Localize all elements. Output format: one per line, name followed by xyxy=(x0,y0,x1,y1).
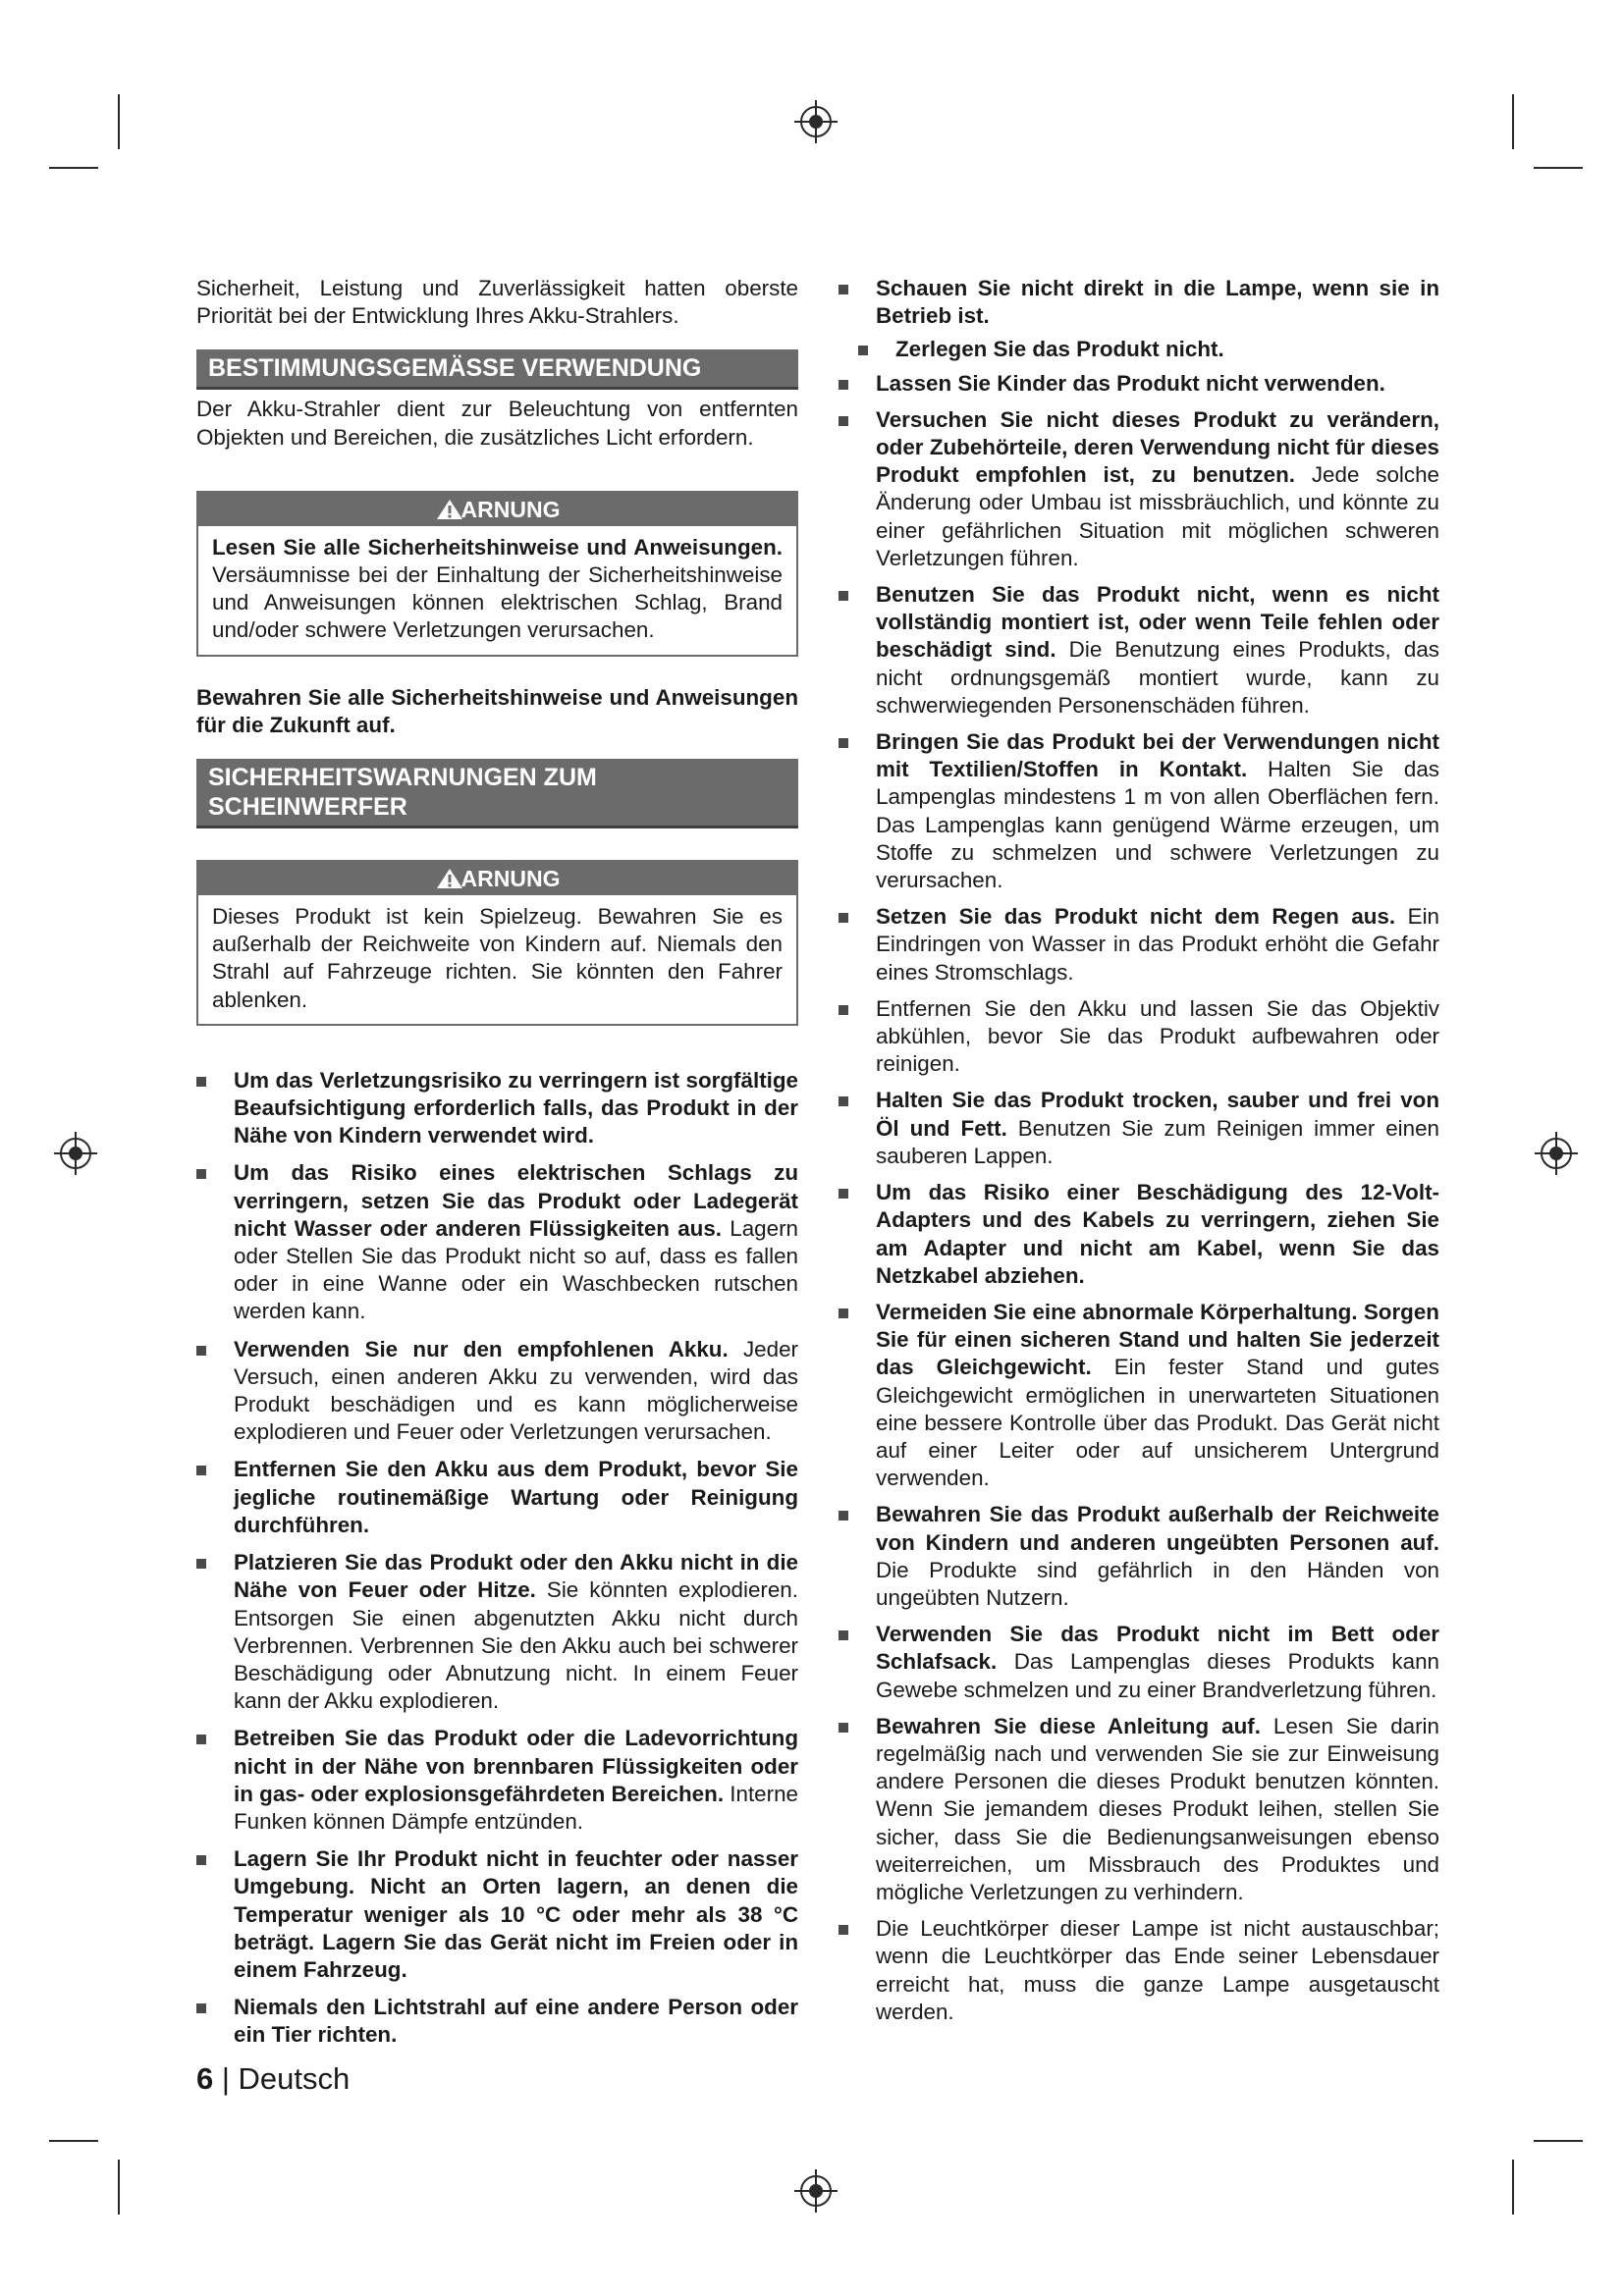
bullet-square-icon xyxy=(196,1735,206,1744)
list-item: Die Leuchtkörper dieser Lampe ist nicht austauschbar; wenn die Leuchtkörper das Ende seiner Lebensdauer erreicht hat, muss die ganze Lampe ausgetauscht werden. xyxy=(839,1915,1439,2026)
list-item: Lagern Sie Ihr Produkt nicht in feuchter oder nasser Umgebung. Nicht an Orten lagern, an denen die Temperatur weniger als 10 °C oder mehr als 38 °C beträgt. Lagern Sie das Gerät nicht im Freien oder in einem Fahrzeug. xyxy=(196,1845,798,1984)
bullet-square-icon xyxy=(839,1308,848,1318)
bullet-square-icon xyxy=(839,285,848,294)
list-item: Setzen Sie das Produkt nicht dem Regen aus. Ein Eindringen von Wasser in das Produkt erhöht die Gefahr eines Stromschlags. xyxy=(839,903,1439,987)
list-item: Bewahren Sie das Produkt außerhalb der Reichweite von Kindern und anderen ungeübten Personen auf. Die Produkte sind gefährlich in den Händen von ungeübten Nutzern. xyxy=(839,1501,1439,1612)
bullet-square-icon xyxy=(196,1077,206,1087)
page-footer xyxy=(196,2061,350,2097)
page-number: 6 xyxy=(196,2061,214,2096)
bullet-square-icon xyxy=(858,346,868,355)
bullet-square-icon xyxy=(839,1189,848,1199)
warning-text: Versäumnisse bei der Einhaltung der Sicherheitshinweise und Anweisungen können elektrischen Schlag, Brand und/oder schwere Verletzungen verursachen. xyxy=(212,562,783,643)
warning-triangle-icon xyxy=(435,498,464,521)
list-item: Zerlegen Sie das Produkt nicht. xyxy=(839,336,1439,363)
crop-mark-tr-horizontal xyxy=(1534,167,1583,169)
right-column xyxy=(839,275,1439,2026)
registration-mark-icon xyxy=(54,1132,97,1175)
list-item: Betreiben Sie das Produkt oder die Ladevorrichtung nicht in der Nähe von brennbaren Flüssigkeiten oder in gas- oder explosionsgefährdeten Bereichen. Interne Funken können Dämpfe entzünden. xyxy=(196,1725,798,1836)
bullet-square-icon xyxy=(839,913,848,923)
warning-header xyxy=(198,493,796,526)
list-item: Vermeiden Sie eine abnormale Körperhaltung. Sorgen Sie für einen sicheren Stand und halten Sie jederzeit das Gleichgewicht. Ein fester Stand und gutes Gleichgewicht ermöglichen in unerwarteten Situationen eine bessere Kontrolle über das Produkt. Das Gerät nicht auf einer Leiter oder auf unsicherem Untergrund verwenden. xyxy=(839,1299,1439,1492)
section-heading-safety-warnings: SICHERHEITSWARNUNGEN ZUM SCHEINWERFER xyxy=(196,759,798,828)
left-column xyxy=(196,275,798,2050)
list-item: Verwenden Sie nur den empfohlenen Akku. Jeder Versuch, einen anderen Akku zu verwenden, wird das Produkt beschädigen und es kann möglicherweise explodieren und Feuer oder Verletzungen verursachen. xyxy=(196,1336,798,1447)
keep-instructions-note: Bewahren Sie alle Sicherheitshinweise und Anweisungen für die Zukunft auf. xyxy=(196,684,798,737)
list-item: Verwenden Sie das Produkt nicht im Bett oder Schlafsack. Das Lampenglas dieses Produkts kann Gewebe schmelzen und zu einer Brandverletzung führen. xyxy=(839,1621,1439,1704)
list-item: Um das Risiko eines elektrischen Schlags zu verringern, setzen Sie das Produkt oder Ladegerät nicht Wasser oder anderen Flüssigkeiten aus. Lagern oder Stellen Sie das Produkt nicht so auf, dass es fallen oder in eine Wanne oder ein Waschbecken rutschen werden kann. xyxy=(196,1159,798,1325)
bullet-square-icon xyxy=(839,1925,848,1935)
registration-mark-icon xyxy=(1535,1132,1578,1175)
list-item: Versuchen Sie nicht dieses Produkt zu verändern, oder Zubehörteile, deren Verwendung nicht für dieses Produkt empfohlen ist, zu benutzen. Jede solche Änderung oder Umbau ist missbräuchlich, und könnte zu einer gefährlichen Situation mit möglichen schweren Verletzungen führen. xyxy=(839,406,1439,572)
list-item: Schauen Sie nicht direkt in die Lampe, wenn sie in Betrieb ist. xyxy=(839,275,1439,330)
warning-triangle-icon xyxy=(435,867,464,890)
footer-language: Deutsch xyxy=(238,2061,351,2096)
bullet-square-icon xyxy=(839,1096,848,1106)
section-heading-intended-use: BESTIMMUNGSGEMÄSSE VERWENDUNG xyxy=(196,349,798,390)
list-item: Um das Verletzungsrisiko zu verringern ist sorgfältige Beaufsichtigung erforderlich falls, das Produkt in der Nähe von Kindern verwendet wird. xyxy=(196,1067,798,1150)
left-bullet-list xyxy=(196,1067,798,2050)
warning-title: ARNUNG xyxy=(460,496,561,522)
warning-body xyxy=(198,526,796,655)
bullet-square-icon xyxy=(839,591,848,601)
bullet-square-icon xyxy=(839,1005,848,1015)
warning-body: Dieses Produkt ist kein Spielzeug. Bewahren Sie es außerhalb der Reichweite von Kindern auf. Niemals den Strahl auf Fahrzeuge richten. Sie könnten den Fahrer ablenken. xyxy=(212,904,783,1012)
list-item: Bringen Sie das Produkt bei der Verwendungen nicht mit Textilien/Stoffen in Kontakt. Halten Sie das Lampenglas mindestens 1 m von allen Oberflächen fern. Das Lampenglas kann genügend Wärme erzeugen, um Stoffe zu schmelzen und schwere Verletzungen zu verursachen. xyxy=(839,728,1439,894)
list-item: Um das Risiko einer Beschädigung des 12-Volt-Adapters und des Kabels zu verringern, ziehen Sie am Adapter und nicht am Kabel, wenn Sie das Netzkabel abziehen. xyxy=(839,1179,1439,1290)
bullet-square-icon xyxy=(839,1630,848,1640)
bullet-square-icon xyxy=(839,738,848,748)
bullet-square-icon xyxy=(196,1169,206,1179)
footer-separator: | xyxy=(213,2061,239,2096)
warning-box xyxy=(196,860,798,1026)
list-item: Entfernen Sie den Akku und lassen Sie das Objektiv abkühlen, bevor Sie das Produkt aufbewahren oder reinigen. xyxy=(839,995,1439,1079)
list-item: Platzieren Sie das Produkt oder den Akku nicht in die Nähe von Feuer oder Hitze. Sie könnten explodieren. Entsorgen Sie einen abgenutzten Akku nicht durch Verbrennen. Verbrennen Sie den Akku auch bei schwerer Beschädigung oder Abnutzung nicht. In einem Feuer kann der Akku explodieren. xyxy=(196,1549,798,1715)
list-item: Entfernen Sie den Akku aus dem Produkt, bevor Sie jegliche routinemäßige Wartung oder Reinigung durchführen. xyxy=(196,1456,798,1539)
crop-mark-bl-horizontal xyxy=(49,2140,98,2142)
intended-use-text: Der Akku-Strahler dient zur Beleuchtung von entfernten Objekten und Bereichen, die zusätzliches Licht erfordern. xyxy=(196,397,798,450)
bullet-square-icon xyxy=(839,1511,848,1521)
list-item: Bewahren Sie diese Anleitung auf. Lesen Sie darin regelmäßig nach und verwenden Sie sie zur Einweisung andere Personen die dieses Produkt benutzen könnten. Wenn Sie jemandem dieses Produkt leihen, stellen Sie sicher, dass Sie die Bedienungsanweisungen ebenso weiterreichen, um Missbrauch des Produktes und mögliche Verletzungen zu verhindern. xyxy=(839,1713,1439,1906)
crop-mark-bl-vertical xyxy=(118,2160,120,2215)
crop-mark-br-horizontal xyxy=(1534,2140,1583,2142)
bullet-square-icon xyxy=(196,1466,206,1475)
crop-mark-tl-vertical xyxy=(118,94,120,149)
registration-mark-icon xyxy=(794,100,838,143)
crop-mark-tr-vertical xyxy=(1512,94,1514,149)
intro-paragraph: Sicherheit, Leistung und Zuverlässigkeit hatten oberste Priorität bei der Entwicklung Ihres Akku-Strahlers. xyxy=(196,276,798,329)
bullet-square-icon xyxy=(196,1346,206,1356)
warning-header xyxy=(198,862,796,895)
crop-mark-tl-horizontal xyxy=(49,167,98,169)
right-bullet-list xyxy=(839,275,1439,2026)
bullet-square-icon xyxy=(839,1723,848,1733)
warning-title: ARNUNG xyxy=(460,866,561,892)
crop-mark-br-vertical xyxy=(1512,2160,1514,2215)
list-item: Halten Sie das Produkt trocken, sauber und frei von Öl und Fett. Benutzen Sie zum Reinigen immer einen sauberen Lappen. xyxy=(839,1087,1439,1170)
list-item: Niemals den Lichtstrahl auf eine andere Person oder ein Tier richten. xyxy=(196,1994,798,2049)
list-item: Benutzen Sie das Produkt nicht, wenn es nicht vollständig montiert ist, oder wenn Teile fehlen oder beschädigt sind. Die Benutzung eines Produkts, das nicht ordnungsgemäß montiert wurde, kann zu schwerwiegenden Personenschäden führen. xyxy=(839,581,1439,720)
bullet-square-icon xyxy=(196,1855,206,1865)
warning-box xyxy=(196,491,798,657)
bullet-square-icon xyxy=(839,416,848,426)
bullet-square-icon xyxy=(196,1559,206,1569)
list-item: Lassen Sie Kinder das Produkt nicht verwenden. xyxy=(839,370,1439,398)
warning-bold-text: Lesen Sie alle Sicherheitshinweise und Anweisungen. xyxy=(212,534,783,560)
bullet-square-icon xyxy=(196,2003,206,2013)
bullet-square-icon xyxy=(839,380,848,390)
registration-mark-icon xyxy=(794,2169,838,2213)
